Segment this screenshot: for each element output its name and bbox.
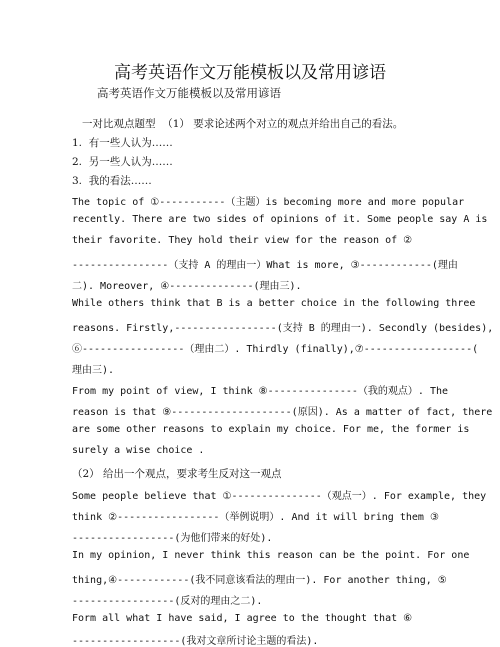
text-line: surely a wise choice . xyxy=(72,445,205,456)
text-line: reason is that ⑨--------------------(原因). As a matter of fact, there xyxy=(72,407,493,418)
text-line: The topic of ①-----------（主题）is becoming more and more popular xyxy=(72,197,465,208)
text-line: ------------------(我对文章所讨论主题的看法). xyxy=(72,636,319,647)
page-title: 高考英语作文万能模板以及常用谚语 xyxy=(114,63,386,83)
section-heading: 一对比观点题型 （1） 要求论述两个对立的观点并给出自己的看法。 xyxy=(72,118,404,130)
text-line: their favorite. They hold their view for the reason of ② xyxy=(72,235,413,246)
list-item: 1. 有一些人认为…… xyxy=(72,137,173,149)
text-line: -----------------(为他们带来的好处). xyxy=(72,533,273,544)
section-heading: （2） 给出一个观点，要求考生反对这一观点 xyxy=(72,468,282,480)
text-line: Some people believe that ①---------------（观点一）. For example, they xyxy=(72,491,487,502)
page-subtitle: 高考英语作文万能模板以及常用谚语 xyxy=(97,86,281,100)
text-line: recently. There are two sides of opinions of it. Some people say A is xyxy=(72,214,488,225)
list-item: 3. 我的看法…… xyxy=(72,175,152,187)
list-item: 2. 另一些人认为…… xyxy=(72,156,173,168)
text-line: are some other reasons to explain my choice. For me, the former is xyxy=(72,424,470,435)
text-line: think ②-----------------（举例说明）. And it will bring them ③ xyxy=(72,512,439,523)
text-line: ----------------（支持 A 的理由一）What is more, ③------------(理由 xyxy=(72,260,458,271)
text-line: While others think that B is a better choice in the following three xyxy=(72,298,476,309)
text-line: -----------------(反对的理由之二). xyxy=(72,596,263,607)
text-line: reasons. Firstly,-----------------(支持 B 的理由一). Secondly (besides), xyxy=(72,323,494,334)
text-line: 二). Moreover, ④--------------(理由三). xyxy=(72,281,302,292)
text-line: In my opinion, I never think this reason can be the point. For one xyxy=(72,550,470,561)
text-line: From my point of view, I think ⑧---------------（我的观点）. The xyxy=(72,386,449,397)
text-line: Form all what I have said, I agree to the thought that ⑥ xyxy=(72,613,413,624)
text-line: ⑥-----------------（理由二）. Thirdly (finally),⑦------------------( xyxy=(72,344,479,355)
text-line: 理由三). xyxy=(72,365,115,376)
text-line: thing,④------------(我不同意该看法的理由一). For another thing, ⑤ xyxy=(72,575,447,586)
